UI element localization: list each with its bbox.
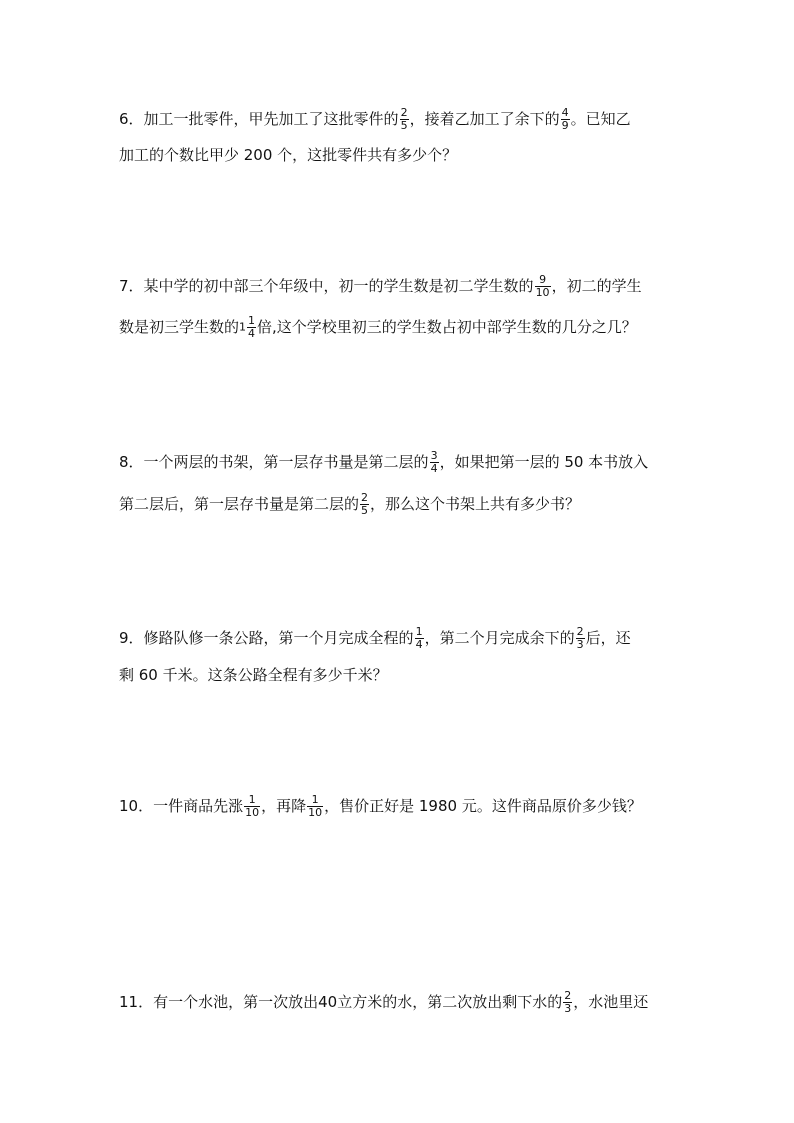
problem-line (119, 626, 631, 651)
problem-line (119, 107, 631, 132)
problem-number: 7． (119, 277, 144, 295)
fraction (400, 107, 409, 132)
problem-text: ，那么这个书架上共有多少书？ (370, 495, 581, 513)
fraction (563, 990, 572, 1015)
fraction-numerator: 2 (564, 989, 572, 1002)
fraction (307, 794, 323, 819)
problem-text: 后，还 (585, 629, 631, 647)
mixed-number-whole: 1 (239, 320, 247, 334)
problem-line (119, 794, 642, 819)
fraction-numerator: 2 (576, 625, 584, 638)
fraction (576, 626, 585, 651)
fraction (430, 450, 439, 475)
problem-text: ，售价正好是 1980 元。这件商品原价多少钱？ (324, 797, 642, 815)
fraction-denominator: 9 (561, 119, 569, 132)
fraction-numerator: 3 (430, 449, 438, 462)
problem-text: 一件商品先涨 (153, 797, 244, 815)
fraction-numerator: 1 (311, 793, 319, 806)
problem-line (119, 145, 457, 165)
problem-text: ，第二个月完成余下的 (424, 629, 575, 647)
fraction-numerator: 1 (415, 625, 423, 638)
problem-line (119, 274, 642, 299)
problem-text: 加工的个数比甲少 200 个，这批零件共有多少个？ (119, 146, 458, 164)
problem-number: 8． (119, 453, 144, 471)
fraction-denominator: 10 (535, 286, 550, 299)
fraction-denominator: 10 (308, 806, 323, 819)
fraction-numerator: 1 (248, 314, 256, 327)
problem-number: 9． (119, 629, 144, 647)
fraction-denominator: 5 (361, 504, 369, 517)
problem-line (119, 665, 388, 685)
fraction-denominator: 3 (576, 638, 584, 651)
problem-text: 加工一批零件，甲先加工了这批零件的 (143, 110, 399, 128)
fraction-numerator: 2 (400, 106, 408, 119)
fraction-denominator: 5 (400, 119, 408, 132)
problem-text: 修路队修一条公路，第一个月完成全程的 (143, 629, 414, 647)
fraction (244, 794, 260, 819)
problem-text: 。已知乙 (570, 110, 631, 128)
problem-number: 6． (119, 110, 144, 128)
problem-text: 倍,这个学校里初三的学生数占初中部学生数的几分之几？ (257, 318, 637, 336)
fraction-denominator: 4 (415, 638, 423, 651)
problem-number: 10． (119, 797, 154, 815)
problem-line (119, 315, 637, 340)
problem-line (119, 492, 580, 517)
problem-line (119, 990, 648, 1015)
problem-number: 11． (119, 993, 154, 1011)
problem-text: ，水池里还 (573, 993, 649, 1011)
fraction-numerator: 2 (361, 491, 369, 504)
problem-text: ，如果把第一层的 50 本书放入 (439, 453, 649, 471)
fraction (561, 107, 570, 132)
problem-line (119, 450, 648, 475)
fraction-numerator: 4 (561, 106, 569, 119)
problem-text: 某中学的初中部三个年级中，初一的学生数是初二学生数的 (143, 277, 534, 295)
problem-text: ，接着乙加工了余下的 (409, 110, 560, 128)
problem-value: 40 (318, 993, 338, 1011)
problem-text: 立方米的水，第二次放出剩下水的 (337, 993, 563, 1011)
fraction (415, 626, 424, 651)
problem-text: 剩 60 千米。这条公路全程有多少千米？ (119, 666, 388, 684)
fraction (247, 315, 256, 340)
problem-text: ，再降 (261, 797, 307, 815)
fraction (360, 492, 369, 517)
problem-text: 有一个水池，第一次放出 (153, 993, 319, 1011)
fraction-numerator: 1 (248, 793, 256, 806)
problem-text: 数是初三学生数的 (119, 318, 240, 336)
fraction-denominator: 10 (245, 806, 260, 819)
problem-text: ，初二的学生 (551, 277, 642, 295)
fraction-numerator: 9 (539, 273, 547, 286)
problem-text: 第二层后，第一层存书量是第二层的 (119, 495, 360, 513)
fraction-denominator: 3 (564, 1002, 572, 1015)
fraction (535, 274, 551, 299)
problem-text: 一个两层的书架，第一层存书量是第二层的 (143, 453, 429, 471)
fraction-denominator: 4 (430, 462, 438, 475)
fraction-denominator: 4 (248, 327, 256, 340)
